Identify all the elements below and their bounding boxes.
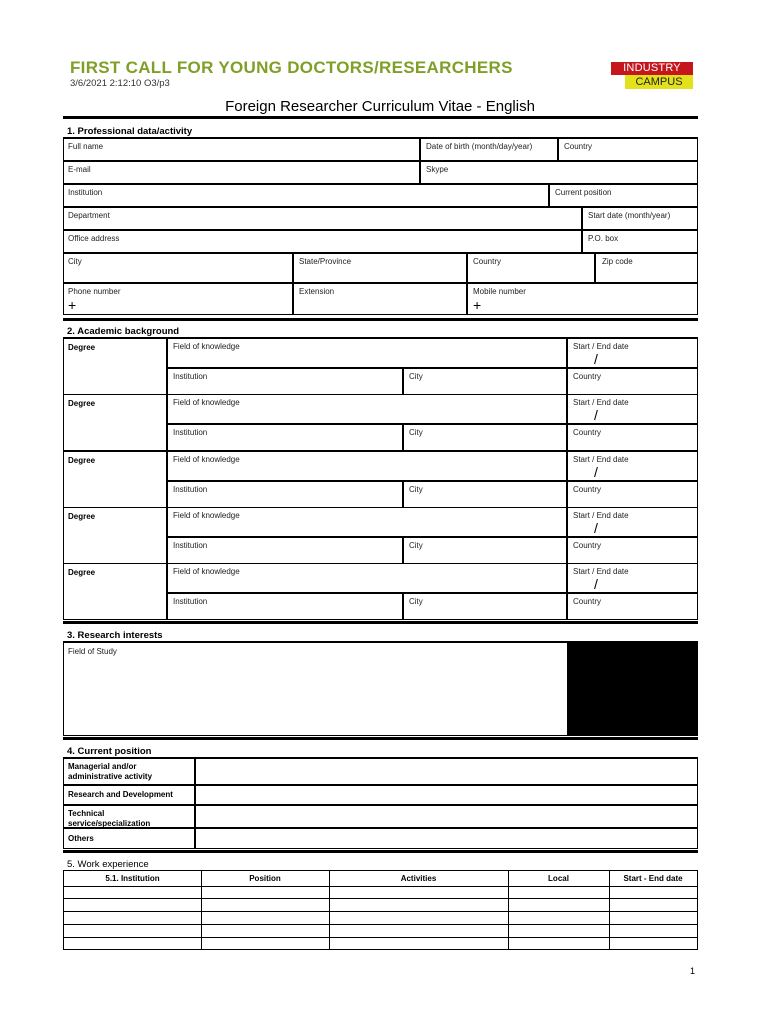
degree-cell[interactable] bbox=[63, 507, 167, 564]
section-1-header bbox=[63, 116, 698, 138]
extension-field[interactable] bbox=[293, 283, 467, 315]
others-field[interactable] bbox=[195, 828, 698, 849]
field-of-knowledge-label: Field of knowledge bbox=[173, 398, 240, 407]
city-label: City bbox=[68, 257, 82, 266]
academic-institution-label: Institution bbox=[173, 485, 208, 494]
research-development-label: Research and Development bbox=[68, 790, 173, 799]
degree-label: Degree bbox=[68, 512, 96, 521]
field-of-knowledge-field[interactable] bbox=[167, 451, 567, 481]
section-3-title: 3. Research interests bbox=[67, 630, 163, 641]
managerial-field[interactable] bbox=[195, 758, 698, 785]
country-2-label: Country bbox=[473, 257, 502, 266]
current-position-field[interactable] bbox=[549, 184, 698, 207]
date-separator: / bbox=[594, 407, 598, 423]
research-label-cell bbox=[63, 785, 195, 805]
mobile-plus-sign: + bbox=[473, 297, 482, 313]
academic-city-field[interactable] bbox=[403, 481, 567, 508]
others-label: Others bbox=[68, 834, 94, 843]
technical-label: Technical service/specialization bbox=[68, 809, 151, 828]
degree-label: Degree bbox=[68, 343, 96, 352]
academic-city-label: City bbox=[409, 372, 423, 381]
current-position-label: Current position bbox=[555, 188, 612, 197]
section-4-title: 4. Current position bbox=[67, 746, 152, 757]
zip-code-label: Zip code bbox=[602, 257, 633, 266]
section-5-title: 5. Work experience bbox=[67, 859, 149, 870]
academic-country-field[interactable] bbox=[567, 593, 698, 620]
state-field[interactable] bbox=[293, 253, 467, 283]
start-end-date-label: Start / End date bbox=[573, 342, 629, 351]
managerial-label-cell bbox=[63, 758, 195, 785]
academic-city-label: City bbox=[409, 428, 423, 437]
academic-country-label: Country bbox=[573, 597, 602, 606]
zip-code-field[interactable] bbox=[595, 253, 698, 283]
row-divider bbox=[64, 898, 697, 899]
institution-label: Institution bbox=[68, 188, 103, 197]
date-separator: / bbox=[594, 351, 598, 367]
start-end-date-field[interactable] bbox=[567, 338, 698, 368]
academic-city-label: City bbox=[409, 485, 423, 494]
date-separator: / bbox=[594, 520, 598, 536]
academic-country-field[interactable] bbox=[567, 368, 698, 395]
academic-city-label: City bbox=[409, 541, 423, 550]
field-of-study-label: Field of Study bbox=[68, 647, 117, 656]
office-address-label: Office address bbox=[68, 234, 120, 243]
black-filled-box bbox=[568, 642, 698, 736]
start-end-date-label: Start / End date bbox=[573, 455, 629, 464]
country-label: Country bbox=[564, 142, 593, 151]
academic-country-label: Country bbox=[573, 485, 602, 494]
start-end-date-field[interactable] bbox=[567, 563, 698, 593]
date-separator: / bbox=[594, 576, 598, 592]
row-divider bbox=[64, 937, 697, 938]
state-label: State/Province bbox=[299, 257, 352, 266]
academic-country-label: Country bbox=[573, 541, 602, 550]
office-address-field[interactable] bbox=[63, 230, 582, 253]
academic-city-label: City bbox=[409, 597, 423, 606]
start-end-date-field[interactable] bbox=[567, 507, 698, 537]
department-field[interactable] bbox=[63, 207, 582, 230]
timestamp: 3/6/2021 2:12:10 O3/p3 bbox=[70, 78, 170, 89]
mobile-field[interactable] bbox=[467, 283, 698, 315]
field-of-knowledge-label: Field of knowledge bbox=[173, 511, 240, 520]
email-label: E-mail bbox=[68, 165, 91, 174]
section-3-header bbox=[63, 621, 698, 642]
logo-text-bottom: CAMPUS bbox=[625, 75, 693, 89]
po-box-field[interactable] bbox=[582, 230, 698, 253]
field-of-knowledge-label: Field of knowledge bbox=[173, 455, 240, 464]
academic-country-label: Country bbox=[573, 372, 602, 381]
field-of-knowledge-field[interactable] bbox=[167, 338, 567, 368]
city-field[interactable] bbox=[63, 253, 293, 283]
degree-label: Degree bbox=[68, 456, 96, 465]
academic-institution-label: Institution bbox=[173, 541, 208, 550]
section-5-header bbox=[63, 850, 698, 870]
col-header-local: Local bbox=[548, 874, 569, 883]
col-header-activities: Activities bbox=[400, 874, 437, 883]
row-divider bbox=[64, 924, 697, 925]
academic-institution-label: Institution bbox=[173, 372, 208, 381]
academic-country-field[interactable] bbox=[567, 424, 698, 451]
academic-institution-field[interactable] bbox=[167, 424, 403, 451]
phone-label: Phone number bbox=[68, 287, 121, 296]
start-date-field[interactable] bbox=[582, 207, 698, 230]
section-2-header bbox=[63, 318, 698, 338]
full-name-label: Full name bbox=[68, 142, 104, 151]
academic-institution-label: Institution bbox=[173, 428, 208, 437]
academic-city-field[interactable] bbox=[403, 593, 567, 620]
academic-institution-field[interactable] bbox=[167, 481, 403, 508]
po-box-label: P.O. box bbox=[588, 234, 619, 243]
start-end-date-label: Start / End date bbox=[573, 511, 629, 520]
row-divider bbox=[64, 911, 697, 912]
mobile-label: Mobile number bbox=[473, 287, 526, 296]
section-2-title: 2. Academic background bbox=[67, 326, 180, 337]
technical-label-cell bbox=[63, 805, 195, 828]
degree-cell[interactable] bbox=[63, 338, 167, 395]
page-number: 1 bbox=[690, 966, 696, 976]
start-end-date-field[interactable] bbox=[567, 394, 698, 424]
field-of-knowledge-field[interactable] bbox=[167, 563, 567, 593]
field-of-knowledge-field[interactable] bbox=[167, 394, 567, 424]
email-field[interactable] bbox=[63, 161, 420, 184]
field-of-knowledge-field[interactable] bbox=[167, 507, 567, 537]
dob-field[interactable] bbox=[420, 138, 558, 161]
start-date-label: Start date (month/year) bbox=[588, 211, 671, 220]
col-header-institution: 5.1. Institution bbox=[105, 874, 160, 883]
col-header-position: Position bbox=[249, 874, 281, 883]
section-4-header bbox=[63, 737, 698, 758]
degree-cell[interactable] bbox=[63, 451, 167, 508]
academic-institution-field[interactable] bbox=[167, 537, 403, 564]
others-label-cell bbox=[63, 828, 195, 849]
phone-plus-sign: + bbox=[68, 297, 77, 313]
academic-country-label: Country bbox=[573, 428, 602, 437]
logo-text-top: INDUSTRY bbox=[611, 62, 693, 75]
institution-field[interactable] bbox=[63, 184, 549, 207]
field-of-knowledge-label: Field of knowledge bbox=[173, 567, 240, 576]
start-end-date-label: Start / End date bbox=[573, 398, 629, 407]
date-separator: / bbox=[594, 464, 598, 480]
full-name-field[interactable] bbox=[63, 138, 420, 161]
start-end-date-label: Start / End date bbox=[573, 567, 629, 576]
field-of-knowledge-label: Field of knowledge bbox=[173, 342, 240, 351]
document-title: Foreign Researcher Curriculum Vitae - English bbox=[225, 98, 535, 115]
academic-institution-field[interactable] bbox=[167, 593, 403, 620]
academic-country-field[interactable] bbox=[567, 481, 698, 508]
extension-label: Extension bbox=[299, 287, 335, 296]
degree-label: Degree bbox=[68, 568, 96, 577]
skype-label: Skype bbox=[426, 165, 449, 174]
academic-city-field[interactable] bbox=[403, 424, 567, 451]
field-of-study-field[interactable] bbox=[63, 642, 568, 736]
degree-cell[interactable] bbox=[63, 563, 167, 620]
section-1-title: 1. Professional data/activity bbox=[67, 126, 193, 137]
academic-institution-field[interactable] bbox=[167, 368, 403, 395]
degree-label: Degree bbox=[68, 399, 96, 408]
col-header-start-end-date: Start - End date bbox=[623, 874, 683, 883]
country-field[interactable] bbox=[558, 138, 698, 161]
start-end-date-field[interactable] bbox=[567, 451, 698, 481]
managerial-label: Managerial and/or administrative activity bbox=[68, 762, 153, 781]
research-development-field[interactable] bbox=[195, 785, 698, 805]
academic-city-field[interactable] bbox=[403, 537, 567, 564]
academic-city-field[interactable] bbox=[403, 368, 567, 395]
work-experience-table bbox=[63, 870, 698, 950]
industry-campus-logo bbox=[611, 62, 693, 89]
degree-cell[interactable] bbox=[63, 394, 167, 451]
department-label: Department bbox=[68, 211, 110, 220]
row-divider bbox=[64, 886, 697, 887]
dob-label: Date of birth (month/day/year) bbox=[426, 142, 533, 151]
academic-institution-label: Institution bbox=[173, 597, 208, 606]
page-header-title: FIRST CALL FOR YOUNG DOCTORS/RESEARCHERS bbox=[70, 58, 513, 77]
skype-field[interactable] bbox=[420, 161, 698, 184]
academic-country-field[interactable] bbox=[567, 537, 698, 564]
country-2-field[interactable] bbox=[467, 253, 595, 283]
phone-field[interactable] bbox=[63, 283, 293, 315]
technical-field[interactable] bbox=[195, 805, 698, 828]
